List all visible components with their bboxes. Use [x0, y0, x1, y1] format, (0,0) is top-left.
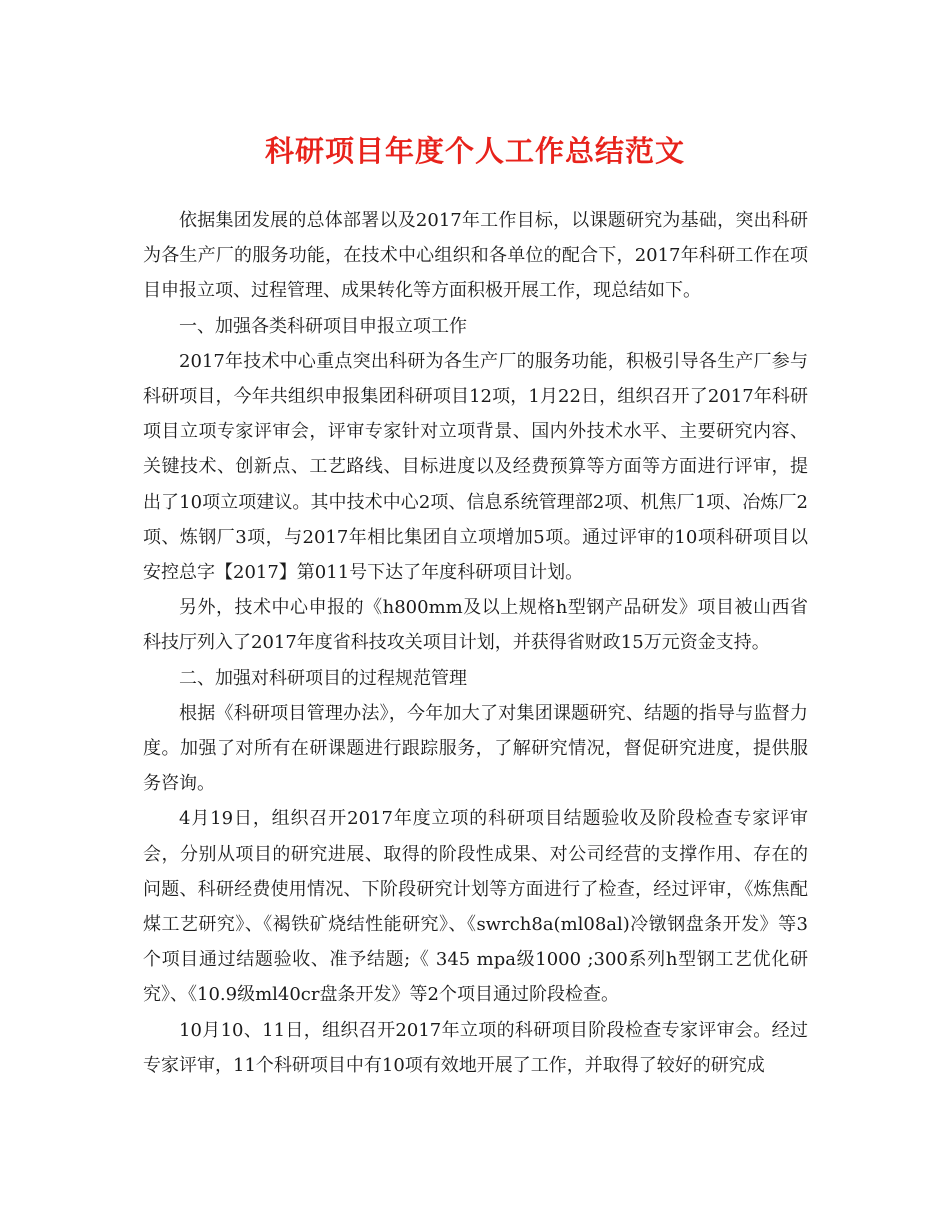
section-heading-2: 二、加强对科研项目的过程规范管理 — [179, 667, 467, 689]
paragraph-project-application: 2017年技术中心重点突出科研为各生产厂的服务功能，积极引导各生产厂参与科研项目，今年共组织申报集团科研项目12项，1月22日，组织召开了2017年科研项目立项专家评审会，评审专家针对立项背景、国内外技术水平、主要研究内容、关键技术、创新点、工艺路线、目标进度以及经费预算等方面等方面进行评审，提出了10项立项建议。其中技术中心2项、信息系统管理部2项、机焦厂1项、冶炼厂2项、炼钢厂3项，与2017年相比集团自立项增加5项。通过评审的10项科研项目以安控总字【2017】第011号下达了年度科研项目计划。 — [143, 350, 808, 584]
paragraph-provincial-project: 另外，技术中心申报的《h800mm及以上规格h型钢产品研发》项目被山西省科技厅列入了2017年度省科技攻关项目计划，并获得省财政15万元资金支持。 — [143, 597, 808, 654]
document-title: 科研项目年度个人工作总结范文 — [264, 134, 685, 168]
paragraph-management-measures: 根据《科研项目管理办法》，今年加大了对集团课题研究、结题的指导与监督力度。加强了对所有在研课题进行跟踪服务，了解研究情况，督促研究进度，提供服务咨询。 — [143, 702, 808, 795]
paragraph-april-review: 4月19日，组织召开2017年度立项的科研项目结题验收及阶段检查专家评审会，分别从项目的研究进展、取得的阶段性成果、对公司经营的支撑作用、存在的问题、科研经费使用情况、下阶段研究计划等方面进行了检查，经过评审，《炼焦配煤工艺研究》、《褐铁矿烧结性能研究》、《swrch8a(ml08al)冷镦钢盘条开发》等3个项目通过结题验收、准予结题;《 345 mpa级1000 ;300系列h型钢工艺优化研究》、《10.9级ml40cr盘条开发》等2个项目通过阶段检查。 — [143, 808, 808, 1006]
document-body — [143, 203, 808, 1083]
section-heading-1: 一、加强各类科研项目申报立项工作 — [179, 315, 467, 337]
paragraph-october-review: 10月10、11日，组织召开2017年立项的科研项目阶段检查专家评审会。经过专家评审，11个科研项目中有10项有效地开展了工作，并取得了较好的研究成 — [143, 1019, 808, 1076]
paragraph-intro: 依据集团发展的总体部署以及2017年工作目标，以课题研究为基础，突出科研为各生产厂的服务功能，在技术中心组织和各单位的配合下，2017年科研工作在项目申报立项、过程管理、成果转化等方面积极开展工作，现总结如下。 — [143, 210, 808, 302]
